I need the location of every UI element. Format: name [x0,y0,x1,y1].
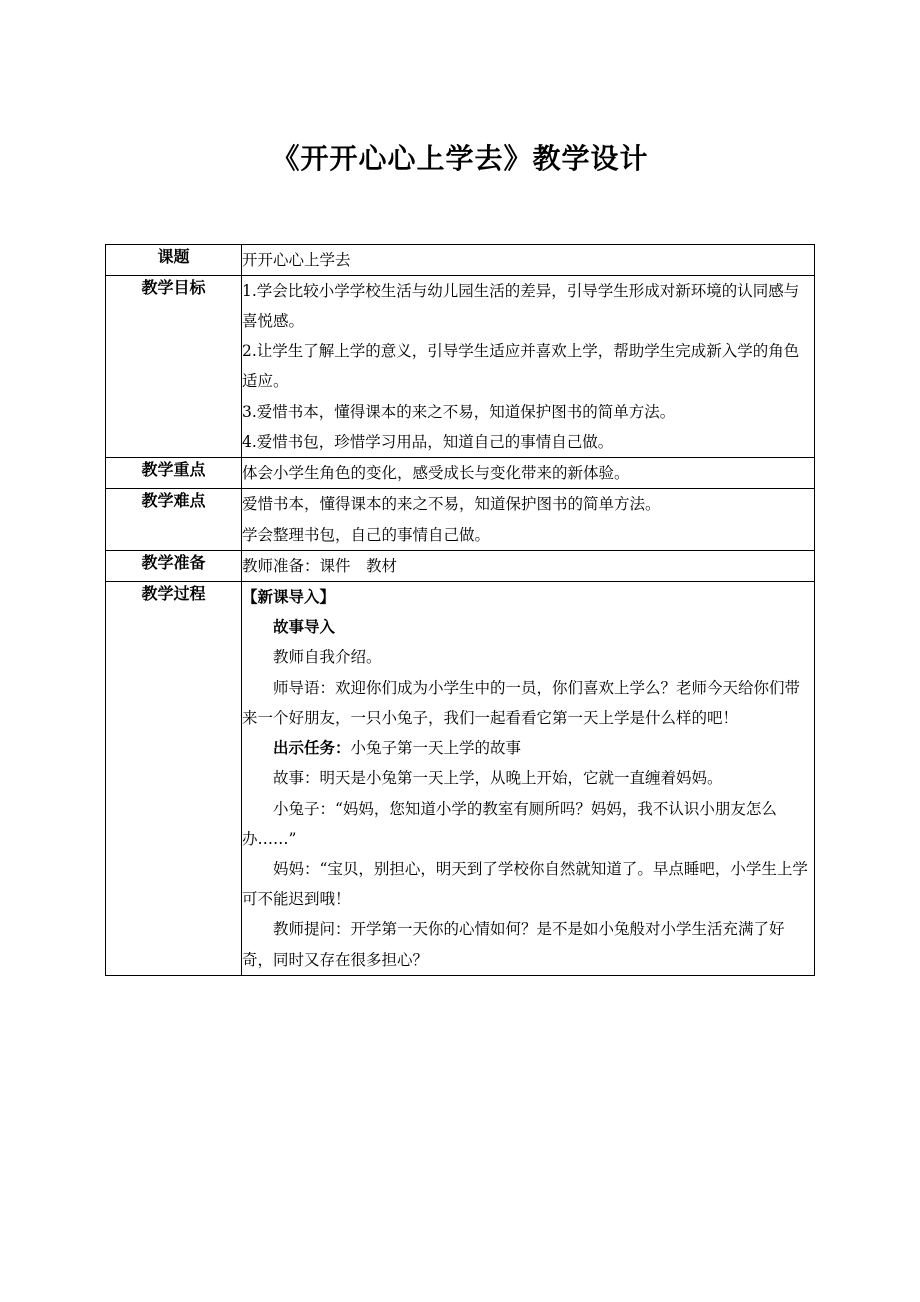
content-line: 故事导入 [273,617,336,637]
row-label: 课题 [106,244,242,275]
content-line: 1.学会比较小学学校生活与幼儿园生活的差异，引导学生形成对新环境的认同感与喜悦感。 [242,281,800,331]
row-content [242,275,815,457]
table-row [106,275,815,457]
content-line: 教师准备：课件 教材 [242,556,398,575]
row-content [242,244,815,275]
row-label: 教学准备 [106,550,242,581]
row-content-teaching-process [242,582,815,976]
content-line: 小兔子：“妈妈，您知道小学的教室有厕所吗？妈妈，我不认识小朋友怎么办……” [242,799,777,848]
content-line: 爱惜书本，懂得课本的来之不易，知道保护图书的简单方法。 [242,495,661,514]
table-row [106,582,815,976]
content-line: 体会小学生角色的变化，感受成长与变化带来的新体验。 [242,464,630,483]
content-line: 3.爱惜书本，懂得课本的来之不易，知道保护图书的简单方法。 [242,402,676,421]
row-label: 教学重点 [106,458,242,489]
content-line: 妈妈：“宝贝，别担心，明天到了学校你自然就知道了。早点睡吧，小学生上学可不能迟到哦！ [242,859,808,909]
content-line: 教师提问：开学第一天你的心情如何？是不是如小兔般对小学生活充满了好奇，同时又存在很多担心？ [242,920,785,969]
content-line: 学会整理书包，自己的事情自己做。 [242,525,491,544]
content-line: 教师自我介绍。 [273,648,382,667]
content-line: 2.让学生了解上学的意义，引导学生适应并喜欢上学，帮助学生完成新入学的角色适应。 [242,342,800,391]
content-line-emphasis: 出示任务： [273,738,351,758]
table-row [106,458,815,489]
content-line-task: 出示任务：小兔子第一天上学的故事 [273,738,522,758]
row-label: 教学目标 [106,275,242,457]
table-row [106,244,815,275]
table-row [106,489,815,550]
content-line: 4.爱惜书包，珍惜学习用品，知道自己的事情自己做。 [242,432,614,451]
table-row [106,550,815,581]
row-content [242,550,815,581]
page-title: 《开开心心上学去》教学设计 [271,142,649,175]
lesson-plan-table [105,244,815,976]
content-line: 故事：明天是小兔第一天上学，从晚上开始，它就一直缠着妈妈。 [273,769,723,788]
content-line: 师导语：欢迎你们成为小学生中的一员，你们喜欢上学么？老师今天给你们带来一个好朋友，一只小兔子，我们一起看看它第一天上学是什么样的吧！ [242,678,801,727]
row-content [242,458,815,489]
content-line: 【新课导入】 [242,587,336,606]
row-content [242,489,815,550]
content-line: 开开心心上学去 [242,250,351,269]
row-label: 教学过程 [106,582,242,976]
row-label: 教学难点 [106,489,242,550]
